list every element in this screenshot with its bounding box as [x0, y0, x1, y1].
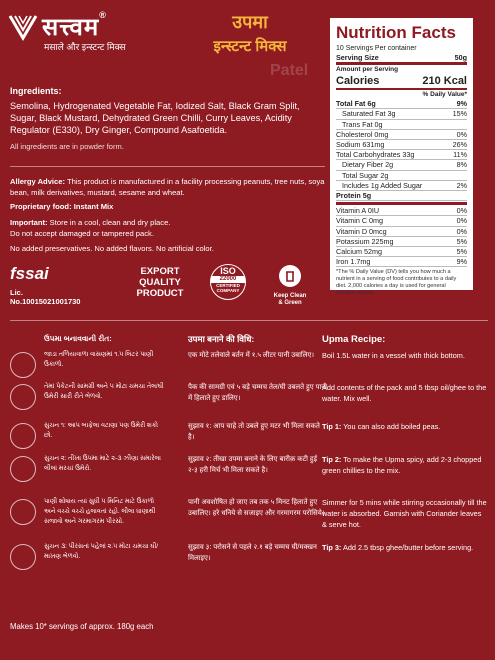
- fssai-license: Lic. No.10015021001730: [10, 288, 81, 306]
- export-line-1: EXPORT: [140, 266, 180, 277]
- nutrient-row: [336, 140, 467, 150]
- certification-badges: [10, 264, 325, 314]
- vitamin-label: Vitamin A 0IU: [336, 206, 380, 216]
- step-gujarati: તેમાં પેકેટની સામગ્રી અને ૫ મોટા ચમચા તેલ/ઘી ઉમેરી સારી રીતે ભેળવો.: [44, 383, 164, 400]
- important-text-2: Do not accept damaged or tampered pack.: [10, 229, 154, 238]
- trademark-symbol: ®: [99, 10, 107, 20]
- iso-line-2: 22000: [211, 276, 245, 283]
- nutrient-label: Total Fat 6g: [336, 99, 376, 109]
- mixing-icon: [10, 384, 36, 410]
- step-english: [322, 542, 488, 553]
- product-subtitle: इन्स्टन्ट मिक्स: [213, 38, 287, 55]
- recipe-heading-hindi: उपमा बनाने की विधि:: [188, 334, 255, 344]
- nutrient-label: Cholesterol 0mg: [336, 129, 389, 139]
- nutrient-dv: 2%: [456, 180, 467, 190]
- step-gujarati: સુચન ૩: પીરસતાં પહેલાં ૨.૫ મોટા ચમચા ઘી/માખણ ભેળવો.: [44, 543, 159, 560]
- export-line-3: PRODUCT: [136, 288, 184, 299]
- vitamin-label: Vitamin D 0mcg: [336, 226, 387, 236]
- nutrient-row: [336, 150, 467, 160]
- brand-logo: [8, 10, 158, 54]
- nutrient-dv: 0%: [456, 129, 467, 139]
- step-english-text: Add 2.5 tbsp ghee/butter before serving.: [342, 543, 474, 552]
- nutrient-dv: 9%: [456, 99, 467, 109]
- keep-clean-badge: [268, 264, 312, 307]
- vitamin-dv: 0%: [456, 226, 467, 236]
- recipe-heading-english: Upma Recipe:: [322, 334, 386, 345]
- step-gujarati: જાડા તળિયાવાળા વાસણમાં ૧.૫ લિટર પાણી ઉકાળો.: [44, 351, 154, 368]
- nutrient-label: Protein 5g: [336, 191, 372, 201]
- step-english-text: To make the Upma spicy, add 2-3 chopped green chillies to the mix.: [322, 455, 482, 475]
- recipe-section: [10, 330, 488, 610]
- iso-line-3: CERTIFIED: [216, 283, 240, 288]
- serving-bowl-icon: [10, 499, 36, 525]
- nutrient-rows: [336, 99, 467, 201]
- step-gujarati: સુચન ૧: આપ બાફેલા વટાણા પણ ઉમેરી શકો છો.: [44, 422, 158, 439]
- ingredients-note: All ingredients are in powder form.: [10, 142, 124, 151]
- step-english-text: Boil 1.5L water in a vessel with thick bottom.: [322, 351, 465, 360]
- important-label: Important:: [10, 218, 48, 227]
- nutrient-row: [336, 160, 467, 170]
- step-english-text: You can also add boiled peas.: [343, 422, 441, 431]
- nutrition-footnote: *The % Daily Value (DV) tells you how much a nutrient in a serving of food contributes to a daily diet. 2,000 calories a day is used for general nutrition advice.: [336, 269, 457, 297]
- export-line-2: QUALITY: [139, 277, 181, 288]
- vitamin-row: [336, 216, 467, 226]
- calories-row: [336, 74, 467, 90]
- nutrition-title: Nutrition Facts: [336, 23, 456, 42]
- brand-mark-icon: [8, 12, 38, 42]
- vitamin-dv: 5%: [456, 247, 467, 257]
- step-hindi: पानी अवशोषित हो जाए तब तक ५ मिनट हिलाते हुए उबालिए। हरे धनिये से सजाइए और गरमागरम परोसिये।: [188, 499, 325, 517]
- allergy-section: [10, 176, 330, 255]
- watermark: Patel: [270, 62, 309, 79]
- iso-line-4: COMPANY: [216, 288, 240, 293]
- tip-label: Tip 3:: [322, 543, 342, 552]
- nutrient-row: [336, 191, 467, 201]
- step-hindi: सुझाव २: तीखा उपमा बनाने के लिए बारीक़ कटी हुई २-३ हरी मिर्च भी मिला सकते है।: [188, 456, 318, 474]
- tip-label: Tip 1:: [322, 422, 342, 431]
- fssai-logo: fssai: [10, 264, 49, 283]
- fssai-badge: [10, 264, 90, 306]
- peas-icon: [10, 423, 36, 449]
- amount-per-serving: Amount per Serving: [336, 66, 399, 74]
- vitamin-dv: 9%: [456, 257, 467, 267]
- nutrient-row: [336, 99, 467, 109]
- calories-label: Calories: [336, 75, 380, 88]
- vitamin-row: [336, 227, 467, 237]
- keep-clean-line-2: & Green: [278, 300, 302, 306]
- step-gujarati: પાણી શોષાય ત્યાં સુધી ૫ મિનિટ માટે ઉકાળો અને વચ્ચે વચ્ચે હલાવતાં રહો. લીલા ધાણાથી સજાવો અને ગરમાગરમ પીરસો.: [44, 498, 156, 525]
- pot-icon: [10, 352, 36, 378]
- step-hindi: सुझाव ३: परोसने से पहले २.१ बड़े चम्मच घी/मक्खन मिलाइए।: [188, 544, 317, 562]
- nutrient-label: Sodium 631mg: [336, 140, 385, 150]
- nutrient-row: [336, 109, 467, 119]
- nutrient-label: Dietary Fiber 2g: [342, 160, 394, 170]
- iso-line-1: ISO: [220, 266, 236, 276]
- nutrient-dv: 15%: [452, 109, 467, 119]
- allergy-advice: [10, 176, 330, 198]
- allergy-text: This product is manufactured in a facility processing peanuts, tree nuts, soya bean, milk derivatives, mustard, sesame and wheat.: [10, 177, 325, 197]
- vitamin-row: [336, 237, 467, 247]
- nutrient-label: Total Carbohydrates 33g: [336, 150, 415, 160]
- vitamin-row: [336, 247, 467, 257]
- nutrition-separator: [336, 202, 467, 205]
- step-hindi: एक मोटे तलेवाले बर्तन में १.५ लीटर पानी उबालिए।: [188, 352, 314, 359]
- iso-badge: [210, 264, 246, 300]
- calories-value: 210 Kcal: [422, 75, 467, 88]
- recipe-heading-gujarati: ઉપમા બનાવવાની રીત:: [44, 334, 112, 343]
- vitamin-label: Calcium 52mg: [336, 247, 382, 257]
- nutrient-row: [336, 171, 467, 181]
- vitamin-dv: 5%: [456, 236, 467, 246]
- step-english: [322, 382, 488, 404]
- vitamin-label: Iron 1.7mg: [336, 257, 371, 267]
- important-note: [10, 217, 330, 239]
- nutrient-label: Trans Fat 0g: [342, 119, 383, 129]
- tip-label: Tip 2:: [322, 455, 342, 464]
- step-english-text: Add contents of the pack and 5 tbsp oil/ghee to the water. Mix well.: [322, 383, 487, 403]
- vitamin-dv: 0%: [456, 206, 467, 216]
- vitamin-rows: [336, 206, 467, 267]
- export-quality-badge: [130, 266, 190, 299]
- brand-tagline: मसाले और इन्स्टन्ट मिक्स: [44, 42, 126, 52]
- recycle-bin-icon: [278, 264, 302, 288]
- ingredients-heading: Ingredients:: [10, 86, 62, 96]
- ingredients-text: Semolina, Hydrogenated Vegetable Fat, Iodized Salt, Black Gram Split, Sugar, Black Mustard, Dehydrated Green Chilli, Curry Leaves, Acidity Regulator (E330), Dry Ginger, Compound Asafoetida.: [10, 101, 300, 135]
- daily-value-header: % Daily Value*: [422, 91, 467, 99]
- vitamin-row: [336, 257, 467, 267]
- ghee-icon: [10, 544, 36, 570]
- nutrient-row: [336, 120, 467, 130]
- nutrient-label: Total Sugar 2g: [342, 170, 389, 180]
- divider: [10, 320, 488, 321]
- nutrient-dv: 11%: [453, 150, 467, 160]
- nutrient-label: Saturated Fat 3g: [342, 109, 396, 119]
- step-english: [322, 497, 488, 530]
- nutrient-row: [336, 181, 467, 191]
- step-hindi: सुझाव १: आप चाहे तो उबले हुए मटर भी मिला सकते है।: [188, 423, 320, 441]
- step-english: [322, 350, 488, 361]
- vitamin-label: Potassium 225mg: [336, 236, 394, 246]
- serving-size-label: Serving Size: [336, 53, 379, 62]
- nutrition-facts-panel: [330, 18, 473, 297]
- serving-size-value: 50g: [454, 53, 467, 62]
- vitamin-label: Vitamin C 0mg: [336, 216, 384, 226]
- step-english: [322, 454, 488, 476]
- important-text: Store in a cool, clean and dry place.: [49, 218, 171, 227]
- vitamin-row: [336, 206, 467, 216]
- chilli-icon: [10, 456, 36, 482]
- product-title: उपमा: [232, 12, 268, 32]
- nutrient-row: [336, 130, 467, 140]
- nutrient-dv: 8%: [456, 160, 467, 170]
- brand-name: सत्त्वम®: [42, 10, 107, 41]
- step-english-text: Simmer for 5 mins while stirring occasionally till the water is absorbed. Garnish with Coriander leaves & serve hot.: [322, 498, 487, 529]
- keep-clean-line-1: Keep Clean: [273, 293, 307, 299]
- vitamin-dv: 0%: [456, 216, 467, 226]
- servings-per-container: 10 Servings Per container: [336, 45, 417, 52]
- step-english: [322, 421, 488, 432]
- allergy-label: Allergy Advice:: [10, 177, 66, 186]
- nutrient-dv: 26%: [452, 140, 467, 150]
- ingredients-section: [10, 86, 325, 153]
- step-hindi: पैक की सामग्री एवं ५ बड़े चम्मच तेल/घी उबलते हुए पानी में हिलाते हुए डालिए।: [188, 384, 328, 402]
- no-added-note: No added preservatives. No added flavors. No artificial color.: [10, 244, 214, 253]
- serving-size-row: [336, 53, 467, 65]
- servings-footer: Makes 10* servings of approx. 180g each: [10, 622, 154, 631]
- divider: [10, 166, 325, 167]
- proprietary-food: Proprietary food: Instant Mix: [10, 202, 114, 211]
- step-gujarati: સુચન ૨: તીખા ઉપમા માટે ૨-૩ ઝીણા સમારેલા લીલાં મરચાં ઉમેરો.: [44, 455, 161, 472]
- nutrient-label: Includes 1g Added Sugar: [342, 180, 423, 190]
- product-name: [190, 10, 310, 56]
